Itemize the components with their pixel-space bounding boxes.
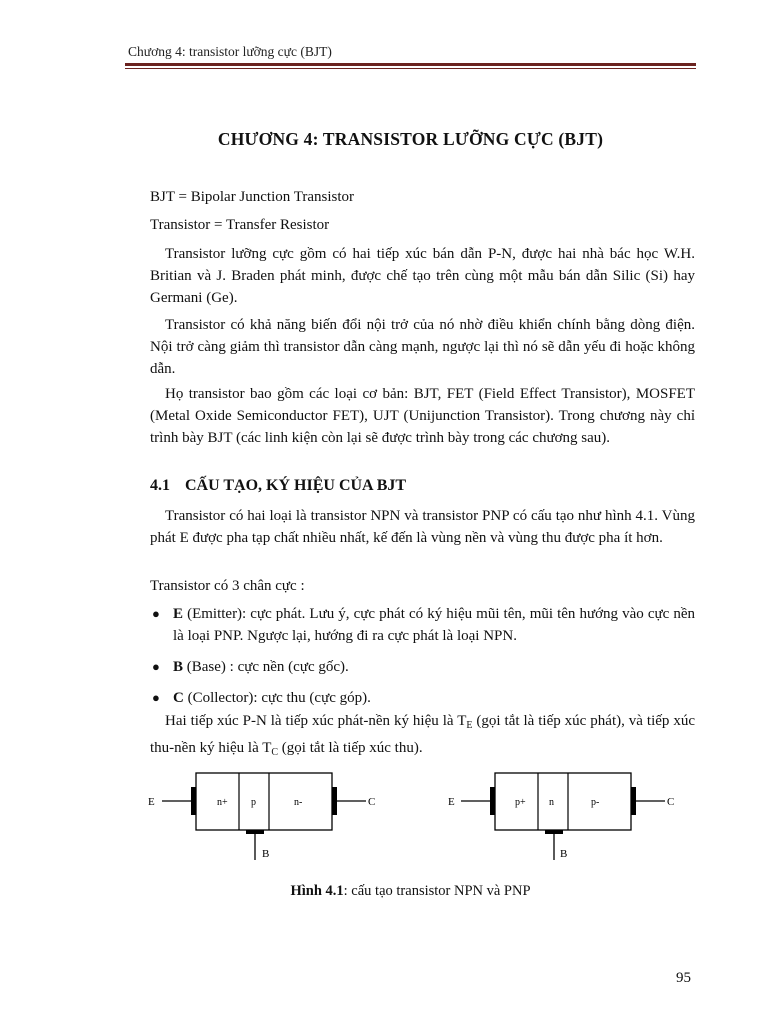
header-rule-thin <box>125 68 696 69</box>
bullet-icon: ● <box>152 690 160 705</box>
pin-name: C <box>173 690 184 706</box>
section-number: 4.1 <box>150 477 170 494</box>
pin-desc: (Base) : cực nền (cực gốc). <box>183 659 349 675</box>
definition-transistor: Transistor = Transfer Resistor <box>150 217 330 233</box>
page-number: 95 <box>676 970 691 986</box>
npn-region-1: n+ <box>217 797 228 808</box>
junction-text-2: (gọi tắt là tiếp xúc phát), và tiếp xúc thu-nền ký hiệu là T <box>150 713 695 756</box>
pnp-region-2: n <box>549 797 554 808</box>
paragraph-intro: Transistor lưỡng cực gồm có hai tiếp xúc bán dẫn P-N, được hai nhà bác học W.H. Britian và J. Braden phát minh, được chế tạo trên cùng một mẫu bán dẫn Silic (Si) hay Germani (Ge). <box>150 246 695 306</box>
paragraph-structure: Transistor có hai loại là transistor NPN và transistor PNP có cấu tạo như hình 4.1. Vùng phát E được pha tạp chất nhiều nhất, kế đến là vùng nền và vùng thu được pha ít hơn. <box>150 508 695 546</box>
npn-label-c: C <box>368 796 376 808</box>
pnp-region-3: p- <box>591 797 600 808</box>
junction-sub-c: C <box>271 747 279 758</box>
paragraph-resistance: Transistor có khả năng biến đổi nội trở của nó nhờ điều khiển chính bằng dòng điện. Nội trở càng giảm thì transistor dẫn càng mạnh, ngược lại thì nó sẽ dẫn yếu đi hoặc không dẫn. <box>150 317 695 377</box>
header-rule-thick <box>125 63 696 66</box>
pin-name: E <box>173 606 184 622</box>
chapter-title: CHƯƠNG 4: TRANSISTOR LƯỠNG CỰC (BJT) <box>217 129 604 149</box>
junction-text-3: (gọi tắt là tiếp xúc thu). <box>278 740 423 756</box>
figure-caption <box>125 883 696 900</box>
pnp-label-c: C <box>667 796 675 808</box>
npn-base-contact <box>246 830 264 834</box>
npn-collector-contact <box>332 787 337 815</box>
pnp-label-b: B <box>560 848 568 860</box>
definition-bjt: BJT = Bipolar Junction Transistor <box>150 189 355 205</box>
running-header: Chương 4: transistor lưỡng cực (BJT) <box>128 44 332 59</box>
pnp-emitter-contact <box>490 787 495 815</box>
npn-label-e: E <box>148 796 155 808</box>
npn-emitter-contact <box>191 787 196 815</box>
paragraph-junctions <box>150 710 695 764</box>
caption-label: Hình 4.1 <box>290 883 344 899</box>
pnp-label-e: E <box>448 796 455 808</box>
pin-desc: (Collector): cực thu (cực góp). <box>183 690 371 706</box>
section-title: CẤU TẠO, KÝ HIỆU CỦA BJT <box>185 477 407 494</box>
pnp-collector-contact <box>631 787 636 815</box>
pins-lead: Transistor có 3 chân cực : <box>150 578 305 594</box>
pin-list <box>150 603 695 709</box>
figure-npn-pnp <box>140 766 700 866</box>
paragraph-family: Họ transistor bao gồm các loại cơ bản: BJT, FET (Field Effect Transistor), MOSFET (Metal Oxide Semiconductor FET), UJT (Unijunction Transistor). Trong chương này chỉ trình bày BJT (các linh kiện còn lại sẽ được trình bày trong các chương sau). <box>150 386 695 446</box>
bullet-icon: ● <box>152 606 160 621</box>
section-heading <box>150 477 406 495</box>
pin-name: B <box>173 659 184 675</box>
pin-item-collector <box>150 687 695 709</box>
npn-diagram <box>148 773 375 860</box>
bullet-icon: ● <box>152 659 160 674</box>
junction-text-1: Hai tiếp xúc P-N là tiếp xúc phát-nền ký hiệu là T <box>165 713 467 729</box>
npn-region-3: n- <box>294 797 303 808</box>
pnp-base-contact <box>545 830 563 834</box>
pnp-region-1: p+ <box>515 797 526 808</box>
junction-sub-e: E <box>466 720 473 731</box>
pin-desc: (Emitter): cực phát. Lưu ý, cực phát có ký hiệu mũi tên, mũi tên hướng vào cực nền là loại PNP. Ngược lại, hướng đi ra cực phát là loại NPN. <box>173 606 695 644</box>
pin-item-emitter <box>150 603 695 647</box>
caption-text: : cấu tạo transistor NPN và PNP <box>343 883 531 899</box>
npn-label-b: B <box>262 848 270 860</box>
pin-item-base <box>150 656 695 678</box>
pnp-diagram <box>448 773 674 860</box>
npn-region-2: p <box>251 797 256 808</box>
